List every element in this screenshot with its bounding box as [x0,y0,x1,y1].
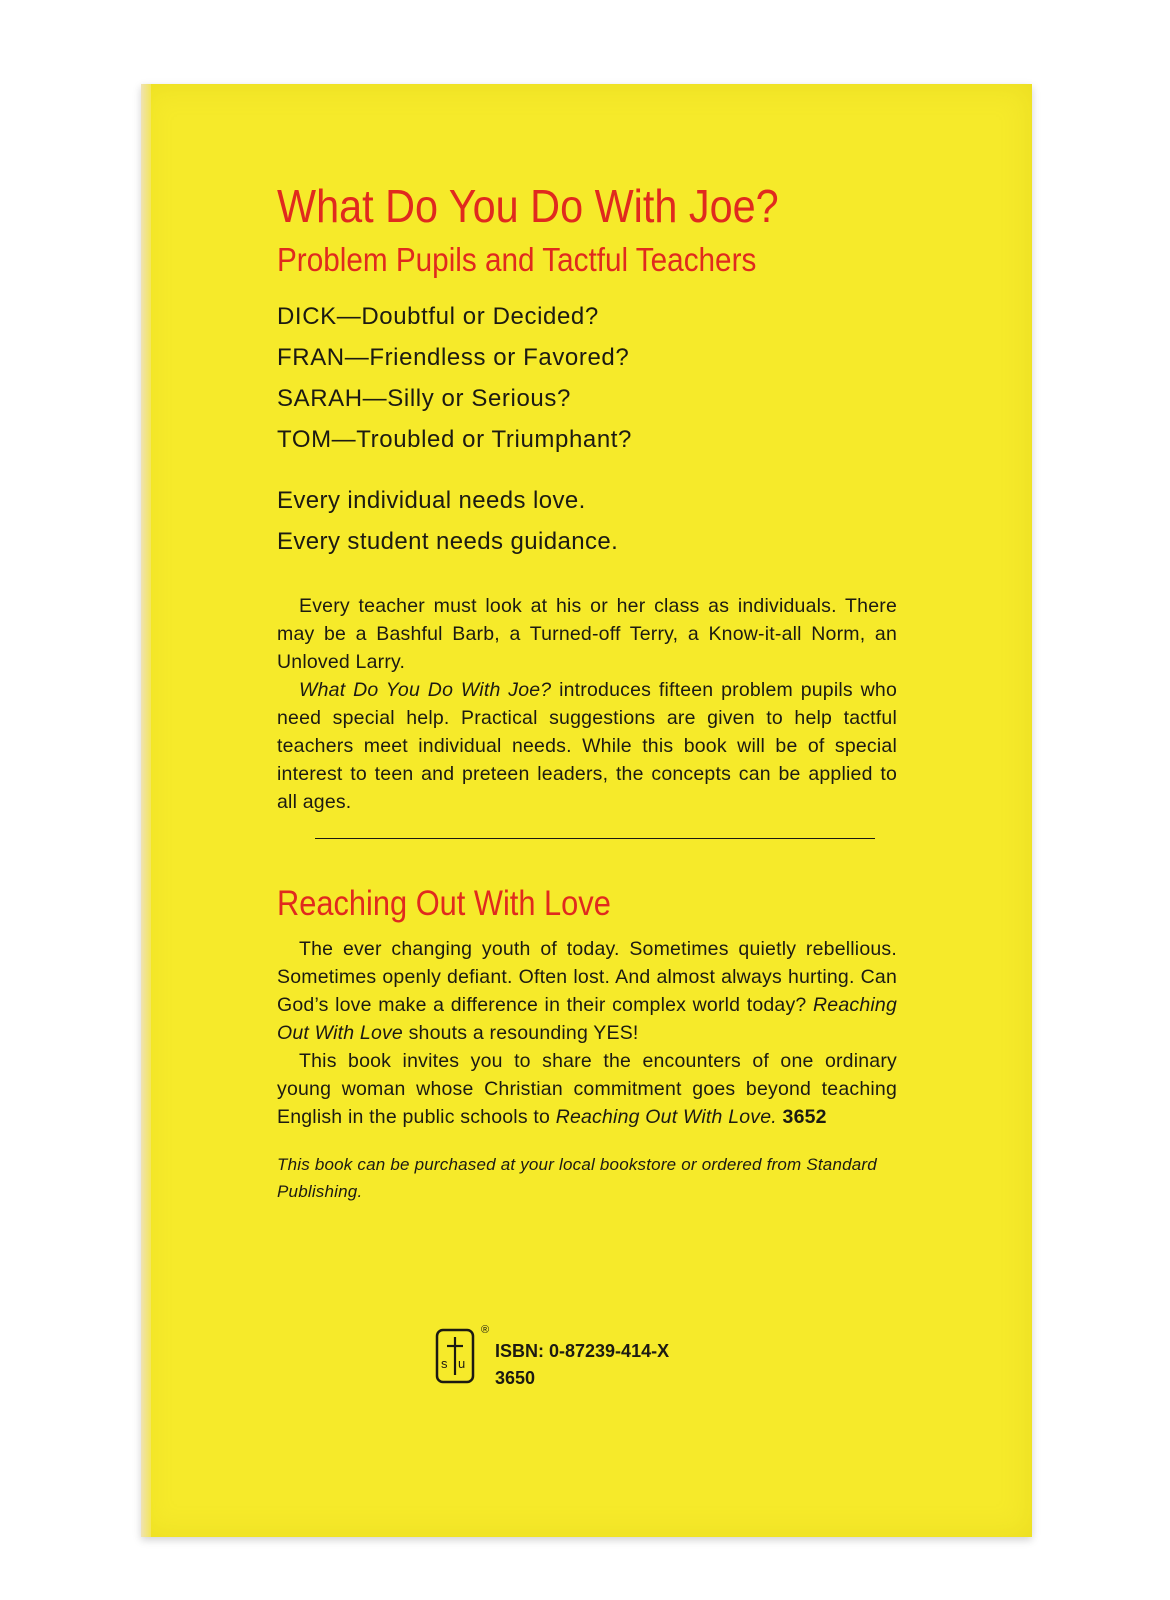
related-title-reference: Reaching Out With Love [277,994,897,1044]
svg-text:s: s [441,1356,448,1371]
book-title-reference: What Do You Do With Joe? [299,679,552,701]
related-paragraph-1 [277,935,897,1047]
publisher-logo-icon [435,1324,490,1384]
related-text-tail: shouts a resounding YES! [402,1022,639,1044]
related-text: This book invites you to share the encounters of one ordinary young woman whose Christian commitment goes beyond teaching English in the public schools to [277,1050,897,1128]
book-back-cover [141,84,1032,1537]
related-text: The ever changing youth of today. Sometimes quietly rebellious. Sometimes openly defiant. Often lost. And almost always hurting. Can God’s love make a difference in their complex world today? [277,938,897,1016]
related-book-title: Reaching Out With Love [277,884,611,923]
related-book-code: 3652 [782,1106,827,1128]
pupil-list [277,296,897,460]
pupil-line: FRAN—Friendless or Favored? [277,344,630,371]
description-paragraph-2 [277,676,897,816]
pupil-line: TOM—Troubled or Triumphant? [277,426,633,453]
description-block [277,592,897,816]
isbn-number: ISBN: 0-87239-414-X [495,1341,670,1361]
related-paragraph-2 [277,1047,897,1131]
related-title-reference: Reaching Out With Love. [555,1106,777,1128]
cover-edge [141,84,151,1537]
pupil-line: SARAH—Silly or Serious? [277,385,571,412]
description-text: introduces fifteen problem pupils who need special help. Practical suggestions are given to help tactful teachers meet individual needs. While this book will be of special interest to teen and preteen leaders, the concepts can be applied to all ages. [277,679,897,813]
purchase-note: This book can be purchased at your local bookstore or ordered from Standard Publishing. [277,1155,877,1201]
section-divider [315,838,875,839]
need-line: Every student needs guidance. [277,528,619,555]
book-subtitle: Problem Pupils and Tactful Teachers [277,241,757,278]
book-title: What Do You Do With Joe? [277,180,779,232]
catalog-code: 3650 [495,1368,536,1388]
need-line: Every individual needs love. [277,487,586,514]
related-book-description [277,935,897,1131]
publisher-footer [435,1324,670,1392]
publisher-logo-svg [435,1328,475,1384]
isbn-block [495,1338,669,1392]
needs-list [277,480,897,562]
pupil-line: DICK—Doubtful or Decided? [277,303,599,330]
cover-content [277,180,897,1205]
registered-mark: ® [481,1324,490,1336]
svg-text:u: u [458,1356,466,1371]
description-paragraph-1: Every teacher must look at his or her class as individuals. There may be a Bashful Barb, a Turned-off Terry, a Know-it-all Norm, an Unloved Larry. [277,595,897,673]
